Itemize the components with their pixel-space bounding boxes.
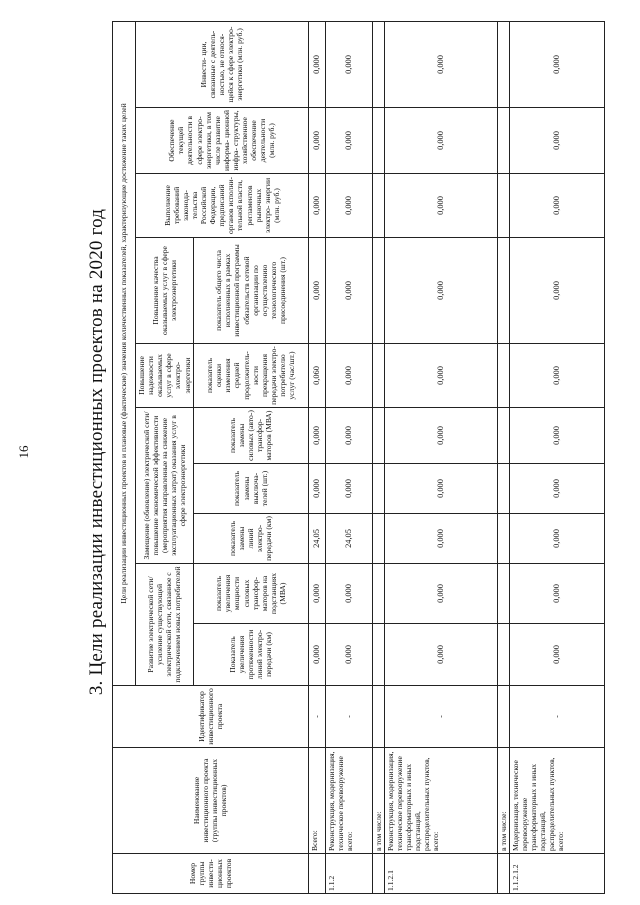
header-indicator-connections: показатель общего числа исполненных в рамках инвестиционной программы обязательств сетевой организации по осуществлению технологического присоединения (шт.) — [193, 238, 308, 344]
header-group-reliability: Повышение надежности оказываемых услуг в сфере электро- энергетики — [136, 344, 194, 408]
header-indicator-transformer-replacement: показатель замены силовых (авто-) трансфор- маторов (МВА) — [193, 408, 308, 464]
header-project-id: Идентификатор инвестиционного проекта — [113, 686, 309, 748]
document-title: 3. Цели реализации инвестиционных проектов на 2020 год — [86, 208, 107, 696]
rotated-sheet — [0, 2, 640, 902]
header-group-service-quality: Повышение качества оказываемых услуг в сфере электроэнергетики — [136, 238, 194, 344]
header-project-name: Наименование инвестиционного проекта (группы инвестиционных проектов) — [113, 748, 309, 854]
table-row: Всего: - 0,000 0,000 24,05 0,000 0,000 0,060 0,000 0,000 0,000 0,000 — [308, 22, 325, 894]
table-row: 1.1.2.1.2 Модернизация, техническое перевооружение трансформаторных и иных подстанций, распределительных пунктов, всего: - 0,000 0,000 0,000 0,000 0,000 0,000 0,000 0,000 0,000 0,000 — [509, 22, 604, 894]
investment-goals-table — [112, 21, 605, 894]
header-indicator-line-length: Показатель увеличения протяженности линий электро- передачи (км) — [193, 624, 308, 686]
header-group-support: Обеспечение текущей деятельности в сфере электро- энергетики, в том числе развитие информа- ционной инфра- структуры, хозяйственное обеспечение деятельности (млн. руб.) — [136, 108, 309, 174]
header-indicator-line-replacement: показатель замены линий электро- передачи (км) — [193, 514, 308, 564]
header-group-other: Инвести- ции, связанные с деятель- ностью, не относя- щейся к сфере электро- энергетики (млн. руб.) — [136, 22, 309, 108]
header-indicator-switch-replacement: показатель замены выключа- телей (шт.) — [193, 464, 308, 514]
header-group-number: Номер группы инвести- ционных проектов — [113, 854, 309, 894]
header-group-requirements: Выполнение требований законода- тельства Российской Федерации, предписаний органов исполни- тельной власти, регламентов рыночных электро- энергии (млн. руб.) — [136, 174, 309, 238]
header-goals-caption: Цели реализации инвестиционных проектов и плановые (фактические) значения количественных показателей, характеризующие достижение таких целей — [113, 22, 136, 686]
table-row: в том числе: — [372, 22, 384, 894]
header-group-replacement: Замещение (обновление) электрической сети/повышение экономической эффективности (мероприятия направленные на снижение эксплуатационных затрат) оказания услуг в сфере электроэнергетики — [136, 408, 194, 564]
header-indicator-transformer-capacity: показатель увеличения мощности силовых трансфор- маторов на подстанциях (МВА) — [193, 564, 308, 624]
table-row: 1.1.2.1 Реконструкция, модернизация, техническое перевооружение трансформаторных и иных подстанций, распределительных пунктов, всего: - 0,000 0,000 0,000 0,000 0,000 0,000 0,000 0,000 0,000 0,000 — [384, 22, 497, 894]
page-number: 16 — [16, 445, 31, 459]
table-row: в том числе: — [497, 22, 509, 894]
header-group-development: Развитие электрической сети/усиление существующей электрической сети, связанное с подключением новых потребителей — [136, 564, 194, 686]
table-row: 1.1.2 Реконструкция, модернизация, техническое перевооружение всего: - 0,000 0,000 24,05 0,000 0,000 0,000 0,000 0,000 0,000 0,000 — [325, 22, 372, 894]
header-indicator-interruption-duration: показатель оценки изменения средней продолжитель- ности прекращения передачи электро- потребителю услуг (час/шт.) — [193, 344, 308, 408]
